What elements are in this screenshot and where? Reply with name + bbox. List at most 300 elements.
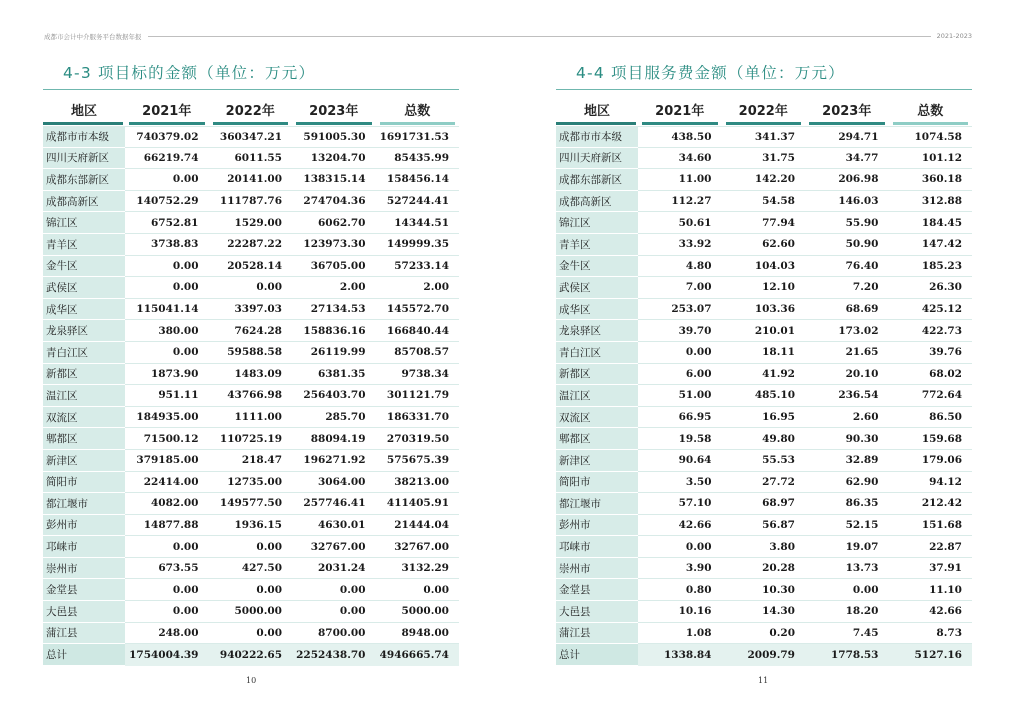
region-cell: 新津区 bbox=[43, 450, 125, 472]
table-row bbox=[43, 472, 459, 494]
column-header-2023 bbox=[292, 92, 376, 126]
value-cell: 0.00 bbox=[125, 277, 209, 299]
value-cell: 12735.00 bbox=[209, 472, 293, 494]
value-cell: 379185.00 bbox=[125, 450, 209, 472]
value-cell: 3.90 bbox=[638, 558, 722, 580]
region-cell: 总计 bbox=[556, 644, 638, 666]
region-cell: 新都区 bbox=[43, 364, 125, 386]
value-cell: 0.80 bbox=[638, 579, 722, 601]
table-row bbox=[556, 299, 972, 321]
value-cell: 68.97 bbox=[722, 493, 806, 515]
value-cell: 52.15 bbox=[805, 515, 889, 537]
value-cell: 110725.19 bbox=[209, 428, 293, 450]
table-row bbox=[43, 126, 459, 148]
table-row bbox=[556, 407, 972, 429]
value-cell: 158456.14 bbox=[376, 169, 460, 191]
region-cell: 简阳市 bbox=[43, 472, 125, 494]
value-cell: 18.20 bbox=[805, 601, 889, 623]
value-cell: 90.30 bbox=[805, 428, 889, 450]
value-cell: 3132.29 bbox=[376, 558, 460, 580]
column-header-2022 bbox=[209, 92, 293, 126]
header-underline bbox=[296, 122, 372, 125]
value-cell: 20.28 bbox=[722, 558, 806, 580]
value-cell: 0.00 bbox=[125, 536, 209, 558]
table-row bbox=[43, 428, 459, 450]
value-cell: 0.00 bbox=[125, 256, 209, 278]
value-cell: 42.66 bbox=[889, 601, 973, 623]
region-cell: 彭州市 bbox=[43, 515, 125, 537]
value-cell: 34.60 bbox=[638, 148, 722, 170]
value-cell: 149577.50 bbox=[209, 493, 293, 515]
value-cell: 31.75 bbox=[722, 148, 806, 170]
region-cell: 郫都区 bbox=[556, 428, 638, 450]
value-cell: 26119.99 bbox=[292, 342, 376, 364]
value-cell: 951.11 bbox=[125, 385, 209, 407]
value-cell: 21444.04 bbox=[376, 515, 460, 537]
value-cell: 411405.91 bbox=[376, 493, 460, 515]
value-cell: 772.64 bbox=[889, 385, 973, 407]
header-rule bbox=[148, 36, 931, 37]
table-row bbox=[556, 342, 972, 364]
value-cell: 1338.84 bbox=[638, 644, 722, 666]
value-cell: 159.68 bbox=[889, 428, 973, 450]
value-cell: 4082.00 bbox=[125, 493, 209, 515]
table-panel-service-fee bbox=[556, 62, 972, 666]
value-cell: 32767.00 bbox=[376, 536, 460, 558]
table-row bbox=[556, 256, 972, 278]
value-cell: 145572.70 bbox=[376, 299, 460, 321]
value-cell: 147.42 bbox=[889, 234, 973, 256]
value-cell: 151.68 bbox=[889, 515, 973, 537]
value-cell: 4630.01 bbox=[292, 515, 376, 537]
table-row bbox=[43, 256, 459, 278]
value-cell: 22414.00 bbox=[125, 472, 209, 494]
table-row bbox=[556, 623, 972, 645]
value-cell: 101.12 bbox=[889, 148, 973, 170]
value-cell: 10.16 bbox=[638, 601, 722, 623]
value-cell: 1778.53 bbox=[805, 644, 889, 666]
page-number-right: 11 bbox=[758, 676, 769, 685]
table-row bbox=[43, 320, 459, 342]
header-underline bbox=[43, 122, 123, 125]
value-cell: 196271.92 bbox=[292, 450, 376, 472]
value-cell: 7624.28 bbox=[209, 320, 293, 342]
table-row bbox=[43, 169, 459, 191]
column-header-2022 bbox=[722, 92, 806, 126]
value-cell: 142.20 bbox=[722, 169, 806, 191]
value-cell: 20528.14 bbox=[209, 256, 293, 278]
value-cell: 257746.41 bbox=[292, 493, 376, 515]
value-cell: 20.10 bbox=[805, 364, 889, 386]
value-cell: 68.69 bbox=[805, 299, 889, 321]
region-cell: 成都高新区 bbox=[556, 191, 638, 213]
value-cell: 210.01 bbox=[722, 320, 806, 342]
value-cell: 6.00 bbox=[638, 364, 722, 386]
value-cell: 76.40 bbox=[805, 256, 889, 278]
header-underline bbox=[556, 122, 636, 125]
table-row bbox=[43, 536, 459, 558]
value-cell: 20141.00 bbox=[209, 169, 293, 191]
region-cell: 彭州市 bbox=[556, 515, 638, 537]
table-row bbox=[43, 493, 459, 515]
value-cell: 0.00 bbox=[209, 536, 293, 558]
region-cell: 成华区 bbox=[43, 299, 125, 321]
value-cell: 673.55 bbox=[125, 558, 209, 580]
value-cell: 11.10 bbox=[889, 579, 973, 601]
column-header-label: 2023年 bbox=[822, 103, 872, 119]
value-cell: 0.00 bbox=[209, 277, 293, 299]
table-row bbox=[43, 342, 459, 364]
value-cell: 6381.35 bbox=[292, 364, 376, 386]
table-row bbox=[556, 364, 972, 386]
value-cell: 575675.39 bbox=[376, 450, 460, 472]
value-cell: 422.73 bbox=[889, 320, 973, 342]
value-cell: 212.42 bbox=[889, 493, 973, 515]
value-cell: 5000.00 bbox=[209, 601, 293, 623]
value-cell: 86.50 bbox=[889, 407, 973, 429]
value-cell: 0.20 bbox=[722, 623, 806, 645]
value-cell: 740379.02 bbox=[125, 126, 209, 148]
value-cell: 66.95 bbox=[638, 407, 722, 429]
column-header-2023 bbox=[805, 92, 889, 126]
value-cell: 0.00 bbox=[292, 579, 376, 601]
value-cell: 32767.00 bbox=[292, 536, 376, 558]
value-cell: 88094.19 bbox=[292, 428, 376, 450]
region-cell: 金堂县 bbox=[556, 579, 638, 601]
table-total-row bbox=[43, 644, 459, 666]
region-cell: 新津区 bbox=[556, 450, 638, 472]
value-cell: 3738.83 bbox=[125, 234, 209, 256]
value-cell: 112.27 bbox=[638, 191, 722, 213]
value-cell: 19.58 bbox=[638, 428, 722, 450]
value-cell: 68.02 bbox=[889, 364, 973, 386]
value-cell: 341.37 bbox=[722, 126, 806, 148]
value-cell: 55.90 bbox=[805, 212, 889, 234]
region-cell: 青白江区 bbox=[556, 342, 638, 364]
region-cell: 崇州市 bbox=[556, 558, 638, 580]
value-cell: 1.08 bbox=[638, 623, 722, 645]
value-cell: 27.72 bbox=[722, 472, 806, 494]
value-cell: 103.36 bbox=[722, 299, 806, 321]
value-cell: 0.00 bbox=[125, 169, 209, 191]
value-cell: 66219.74 bbox=[125, 148, 209, 170]
value-cell: 274704.36 bbox=[292, 191, 376, 213]
table-row bbox=[556, 191, 972, 213]
value-cell: 184.45 bbox=[889, 212, 973, 234]
value-cell: 85435.99 bbox=[376, 148, 460, 170]
value-cell: 206.98 bbox=[805, 169, 889, 191]
value-cell: 140752.29 bbox=[125, 191, 209, 213]
value-cell: 0.00 bbox=[209, 579, 293, 601]
value-cell: 21.65 bbox=[805, 342, 889, 364]
table-row bbox=[43, 558, 459, 580]
value-cell: 49.80 bbox=[722, 428, 806, 450]
table-row bbox=[556, 385, 972, 407]
value-cell: 0.00 bbox=[376, 579, 460, 601]
value-cell: 14877.88 bbox=[125, 515, 209, 537]
value-cell: 312.88 bbox=[889, 191, 973, 213]
region-cell: 锦江区 bbox=[43, 212, 125, 234]
table-row bbox=[43, 234, 459, 256]
table-row bbox=[556, 472, 972, 494]
value-cell: 218.47 bbox=[209, 450, 293, 472]
value-cell: 90.64 bbox=[638, 450, 722, 472]
column-header-label: 总数 bbox=[404, 103, 431, 119]
table-row bbox=[43, 450, 459, 472]
value-cell: 3064.00 bbox=[292, 472, 376, 494]
value-cell: 12.10 bbox=[722, 277, 806, 299]
value-cell: 111787.76 bbox=[209, 191, 293, 213]
column-header-total bbox=[376, 92, 460, 126]
value-cell: 380.00 bbox=[125, 320, 209, 342]
region-cell: 金牛区 bbox=[43, 256, 125, 278]
column-header-label: 2022年 bbox=[738, 103, 788, 119]
value-cell: 0.00 bbox=[125, 601, 209, 623]
region-cell: 大邑县 bbox=[43, 601, 125, 623]
region-cell: 青白江区 bbox=[43, 342, 125, 364]
value-cell: 0.00 bbox=[209, 623, 293, 645]
table-row bbox=[556, 126, 972, 148]
column-header-label: 总数 bbox=[917, 103, 944, 119]
value-cell: 360347.21 bbox=[209, 126, 293, 148]
header-underline bbox=[129, 122, 205, 125]
service-fee-table bbox=[556, 92, 972, 666]
value-cell: 591005.30 bbox=[292, 126, 376, 148]
value-cell: 2.00 bbox=[292, 277, 376, 299]
region-cell: 新都区 bbox=[556, 364, 638, 386]
table-title: 4-3 项目标的金额（单位：万元） bbox=[63, 64, 316, 82]
region-cell: 简阳市 bbox=[556, 472, 638, 494]
value-cell: 146.03 bbox=[805, 191, 889, 213]
running-header bbox=[44, 30, 972, 42]
table-row bbox=[43, 277, 459, 299]
header-underline bbox=[893, 122, 969, 125]
value-cell: 22.87 bbox=[889, 536, 973, 558]
value-cell: 285.70 bbox=[292, 407, 376, 429]
value-cell: 185.23 bbox=[889, 256, 973, 278]
table-row bbox=[556, 493, 972, 515]
region-cell: 成都高新区 bbox=[43, 191, 125, 213]
value-cell: 56.87 bbox=[722, 515, 806, 537]
value-cell: 7.45 bbox=[805, 623, 889, 645]
value-cell: 184935.00 bbox=[125, 407, 209, 429]
region-cell: 成都市市本级 bbox=[43, 126, 125, 148]
column-header-region bbox=[43, 92, 125, 126]
value-cell: 16.95 bbox=[722, 407, 806, 429]
table-row bbox=[556, 212, 972, 234]
region-cell: 成都东部新区 bbox=[556, 169, 638, 191]
value-cell: 13.73 bbox=[805, 558, 889, 580]
region-cell: 成都市市本级 bbox=[556, 126, 638, 148]
value-cell: 115041.14 bbox=[125, 299, 209, 321]
value-cell: 14.30 bbox=[722, 601, 806, 623]
value-cell: 248.00 bbox=[125, 623, 209, 645]
value-cell: 2009.79 bbox=[722, 644, 806, 666]
value-cell: 11.00 bbox=[638, 169, 722, 191]
table-row bbox=[43, 407, 459, 429]
table-row bbox=[43, 579, 459, 601]
value-cell: 425.12 bbox=[889, 299, 973, 321]
value-cell: 38213.00 bbox=[376, 472, 460, 494]
table-row bbox=[43, 623, 459, 645]
region-cell: 温江区 bbox=[556, 385, 638, 407]
value-cell: 57233.14 bbox=[376, 256, 460, 278]
table-row bbox=[556, 277, 972, 299]
value-cell: 1111.00 bbox=[209, 407, 293, 429]
value-cell: 33.92 bbox=[638, 234, 722, 256]
table-row bbox=[556, 450, 972, 472]
value-cell: 427.50 bbox=[209, 558, 293, 580]
value-cell: 166840.44 bbox=[376, 320, 460, 342]
region-cell: 崇州市 bbox=[43, 558, 125, 580]
value-cell: 7.20 bbox=[805, 277, 889, 299]
value-cell: 22287.22 bbox=[209, 234, 293, 256]
value-cell: 1873.90 bbox=[125, 364, 209, 386]
value-cell: 485.10 bbox=[722, 385, 806, 407]
region-cell: 成都东部新区 bbox=[43, 169, 125, 191]
value-cell: 51.00 bbox=[638, 385, 722, 407]
value-cell: 158836.16 bbox=[292, 320, 376, 342]
value-cell: 123973.30 bbox=[292, 234, 376, 256]
value-cell: 6062.70 bbox=[292, 212, 376, 234]
table-row bbox=[43, 148, 459, 170]
value-cell: 0.00 bbox=[125, 342, 209, 364]
region-cell: 武侯区 bbox=[556, 277, 638, 299]
value-cell: 14344.51 bbox=[376, 212, 460, 234]
project-amount-table bbox=[43, 92, 459, 666]
column-header-label: 2023年 bbox=[309, 103, 359, 119]
header-underline bbox=[213, 122, 289, 125]
table-row bbox=[43, 515, 459, 537]
region-cell: 总计 bbox=[43, 644, 125, 666]
table-row bbox=[556, 515, 972, 537]
value-cell: 270319.50 bbox=[376, 428, 460, 450]
value-cell: 41.92 bbox=[722, 364, 806, 386]
table-row bbox=[556, 169, 972, 191]
region-cell: 蒲江县 bbox=[43, 623, 125, 645]
value-cell: 59588.58 bbox=[209, 342, 293, 364]
value-cell: 186331.70 bbox=[376, 407, 460, 429]
region-cell: 四川天府新区 bbox=[556, 148, 638, 170]
region-cell: 龙泉驿区 bbox=[43, 320, 125, 342]
value-cell: 527244.41 bbox=[376, 191, 460, 213]
region-cell: 龙泉驿区 bbox=[556, 320, 638, 342]
header-years: 2021-2023 bbox=[936, 32, 972, 40]
region-cell: 都江堰市 bbox=[43, 493, 125, 515]
value-cell: 1936.15 bbox=[209, 515, 293, 537]
table-body bbox=[556, 126, 972, 666]
region-cell: 青羊区 bbox=[556, 234, 638, 256]
value-cell: 253.07 bbox=[638, 299, 722, 321]
value-cell: 4.80 bbox=[638, 256, 722, 278]
region-cell: 蒲江县 bbox=[556, 623, 638, 645]
value-cell: 43766.98 bbox=[209, 385, 293, 407]
value-cell: 8700.00 bbox=[292, 623, 376, 645]
header-underline bbox=[726, 122, 802, 125]
publication-title: 成都市会计中介服务平台数据年报 bbox=[44, 32, 142, 41]
value-cell: 256403.70 bbox=[292, 385, 376, 407]
value-cell: 104.03 bbox=[722, 256, 806, 278]
value-cell: 438.50 bbox=[638, 126, 722, 148]
region-cell: 邛崃市 bbox=[556, 536, 638, 558]
table-row bbox=[556, 234, 972, 256]
value-cell: 294.71 bbox=[805, 126, 889, 148]
value-cell: 236.54 bbox=[805, 385, 889, 407]
value-cell: 36705.00 bbox=[292, 256, 376, 278]
value-cell: 77.94 bbox=[722, 212, 806, 234]
value-cell: 5127.16 bbox=[889, 644, 973, 666]
table-row bbox=[43, 299, 459, 321]
table-row bbox=[43, 385, 459, 407]
region-cell: 双流区 bbox=[556, 407, 638, 429]
value-cell: 2031.24 bbox=[292, 558, 376, 580]
value-cell: 32.89 bbox=[805, 450, 889, 472]
title-rule bbox=[43, 89, 459, 90]
table-header-row bbox=[556, 92, 972, 126]
table-title: 4-4 项目服务费金额（单位：万元） bbox=[576, 64, 845, 82]
page-number-left: 10 bbox=[246, 676, 257, 685]
value-cell: 62.90 bbox=[805, 472, 889, 494]
value-cell: 3397.03 bbox=[209, 299, 293, 321]
value-cell: 173.02 bbox=[805, 320, 889, 342]
region-cell: 郫都区 bbox=[43, 428, 125, 450]
column-header-label: 地区 bbox=[583, 103, 610, 119]
value-cell: 0.00 bbox=[125, 579, 209, 601]
value-cell: 0.00 bbox=[638, 342, 722, 364]
value-cell: 7.00 bbox=[638, 277, 722, 299]
value-cell: 39.76 bbox=[889, 342, 973, 364]
header-underline bbox=[380, 122, 456, 125]
region-cell: 温江区 bbox=[43, 385, 125, 407]
table-row bbox=[556, 536, 972, 558]
value-cell: 3.50 bbox=[638, 472, 722, 494]
value-cell: 85708.57 bbox=[376, 342, 460, 364]
value-cell: 4946665.74 bbox=[376, 644, 460, 666]
value-cell: 1483.09 bbox=[209, 364, 293, 386]
value-cell: 26.30 bbox=[889, 277, 973, 299]
column-header-2021 bbox=[125, 92, 209, 126]
value-cell: 0.00 bbox=[292, 601, 376, 623]
value-cell: 138315.14 bbox=[292, 169, 376, 191]
table-row bbox=[556, 148, 972, 170]
value-cell: 54.58 bbox=[722, 191, 806, 213]
value-cell: 13204.70 bbox=[292, 148, 376, 170]
table-row bbox=[43, 364, 459, 386]
value-cell: 2.60 bbox=[805, 407, 889, 429]
column-header-label: 地区 bbox=[70, 103, 97, 119]
value-cell: 42.66 bbox=[638, 515, 722, 537]
table-row bbox=[43, 601, 459, 623]
value-cell: 1074.58 bbox=[889, 126, 973, 148]
value-cell: 39.70 bbox=[638, 320, 722, 342]
table-row bbox=[43, 212, 459, 234]
value-cell: 71500.12 bbox=[125, 428, 209, 450]
value-cell: 34.77 bbox=[805, 148, 889, 170]
region-cell: 大邑县 bbox=[556, 601, 638, 623]
column-header-label: 2022年 bbox=[225, 103, 275, 119]
value-cell: 179.06 bbox=[889, 450, 973, 472]
table-row bbox=[556, 579, 972, 601]
value-cell: 8.73 bbox=[889, 623, 973, 645]
value-cell: 940222.65 bbox=[209, 644, 293, 666]
value-cell: 0.00 bbox=[638, 536, 722, 558]
value-cell: 10.30 bbox=[722, 579, 806, 601]
column-header-label: 2021年 bbox=[142, 103, 192, 119]
table-row bbox=[556, 601, 972, 623]
region-cell: 锦江区 bbox=[556, 212, 638, 234]
region-cell: 双流区 bbox=[43, 407, 125, 429]
value-cell: 360.18 bbox=[889, 169, 973, 191]
